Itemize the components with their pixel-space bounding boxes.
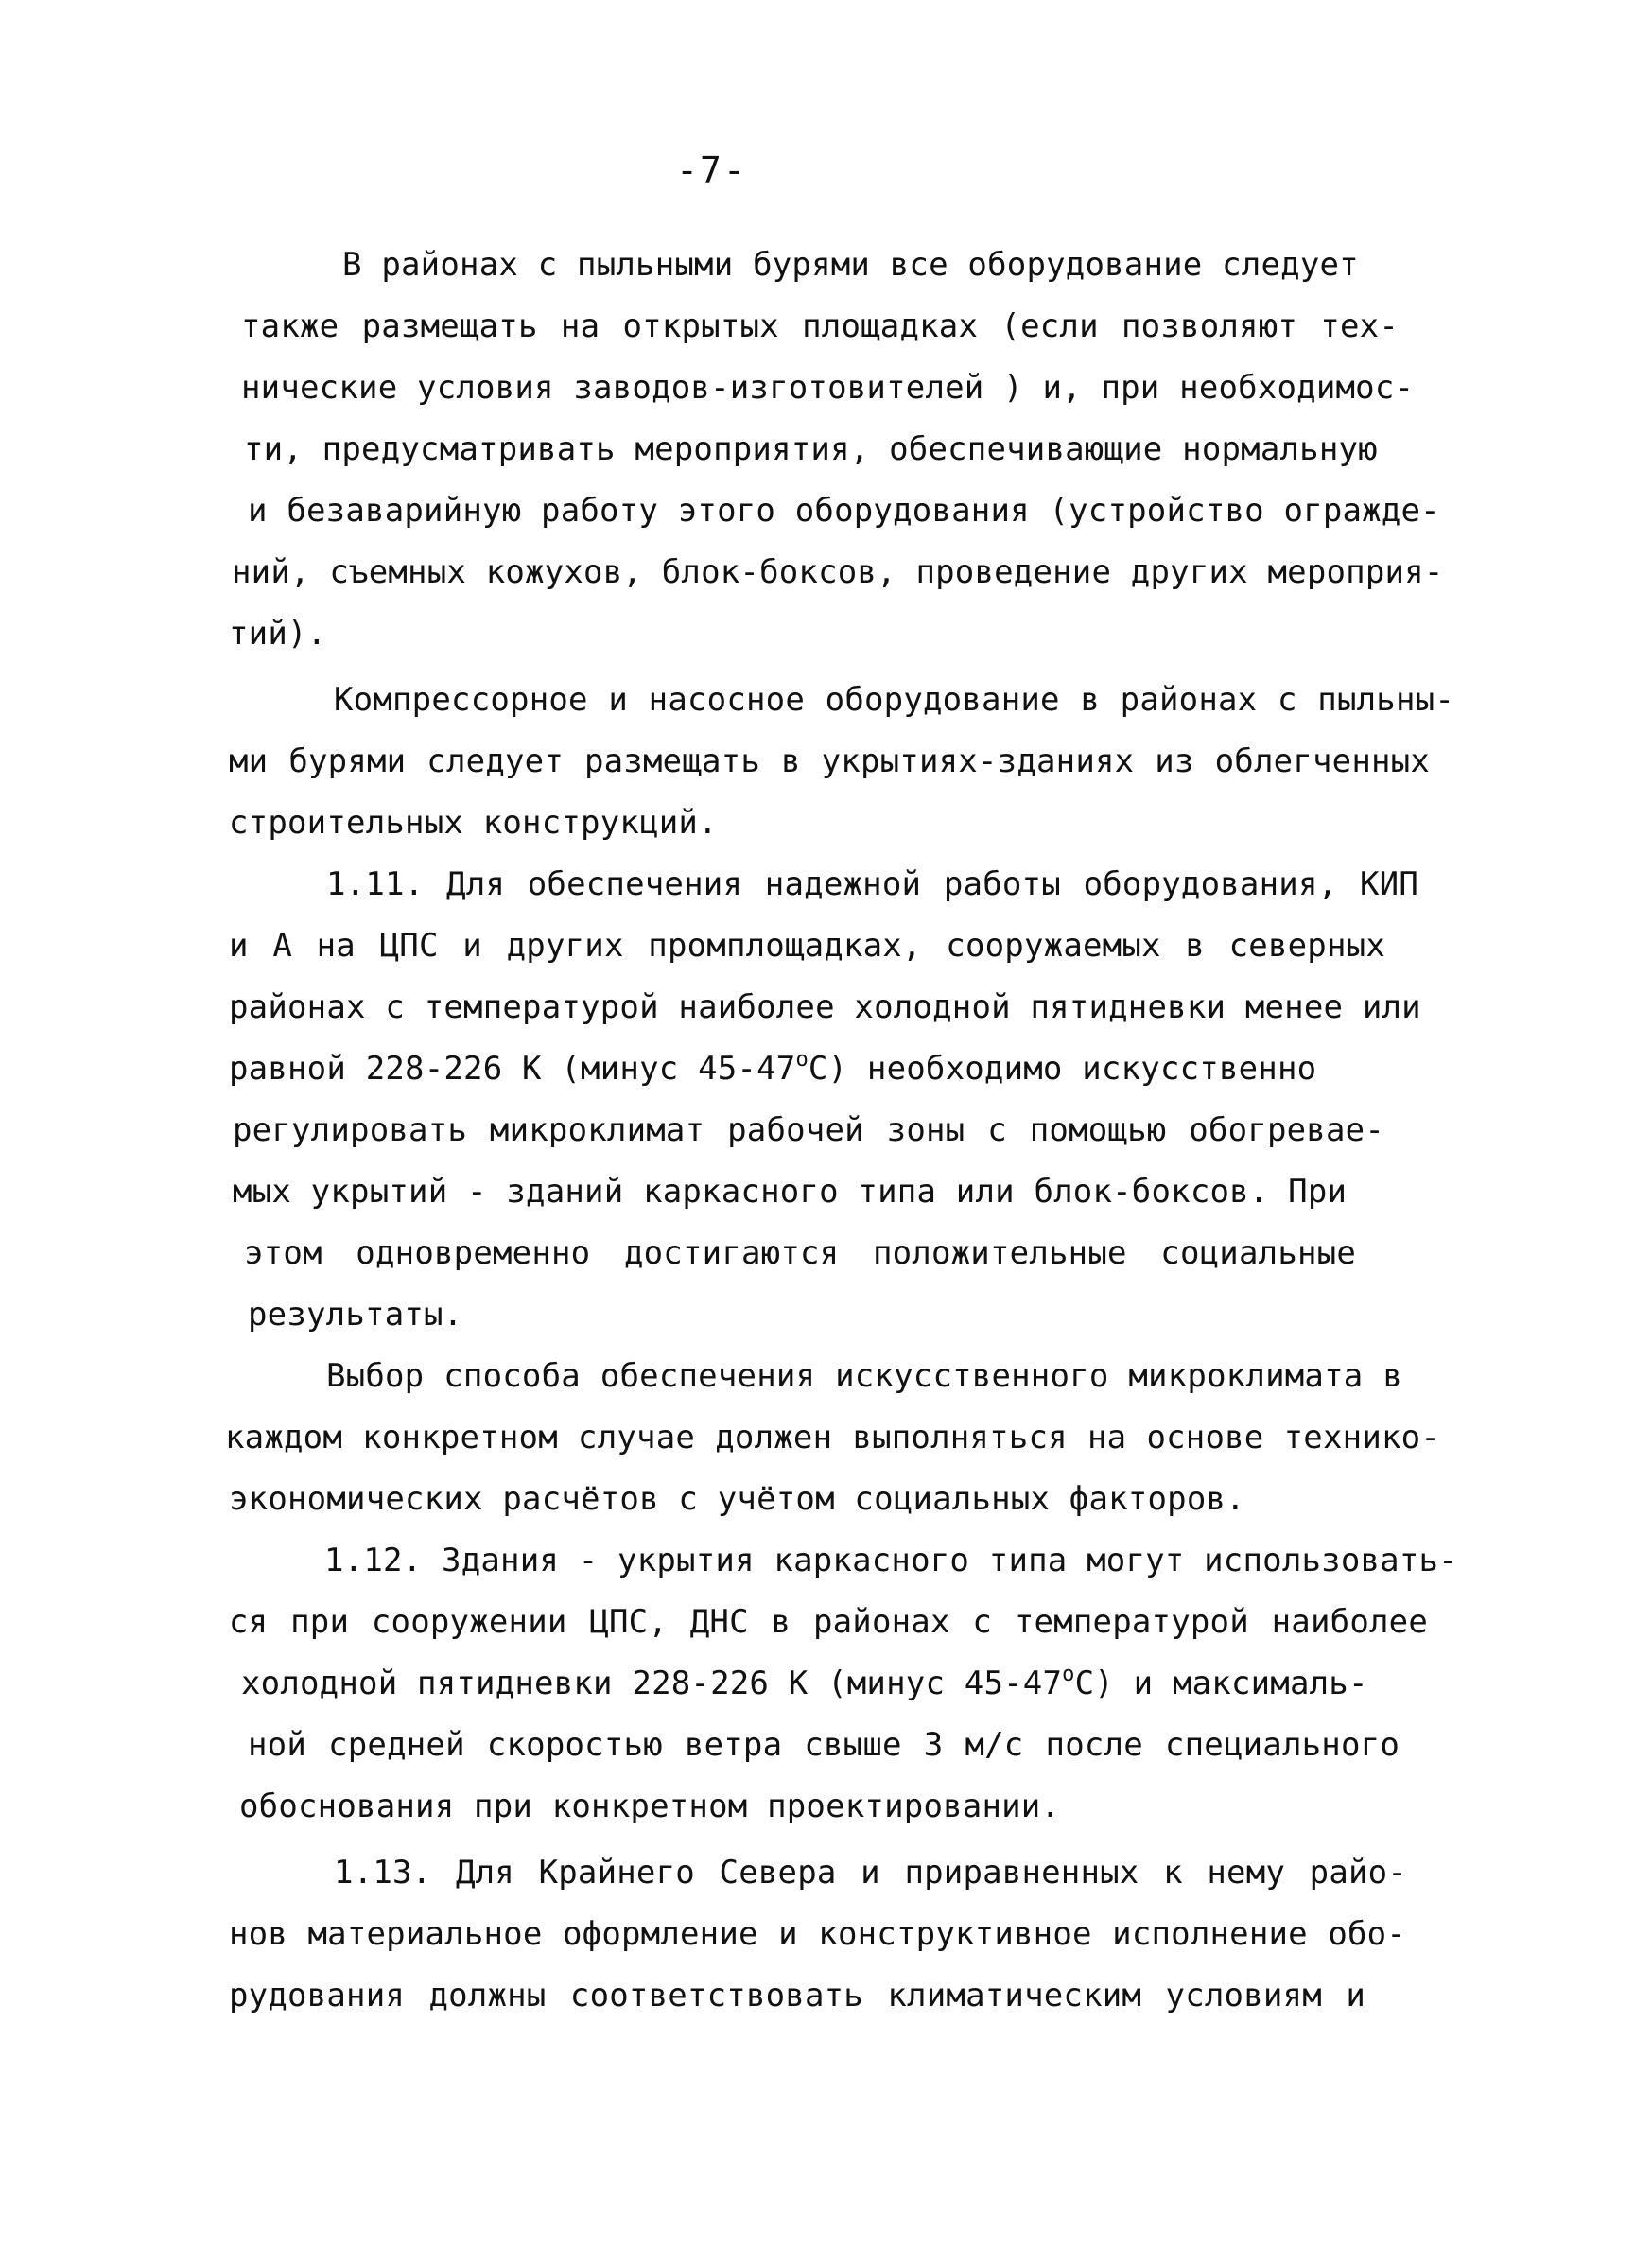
text-fragment: холодной пятидневки 228-226 К (минус 45-47 — [241, 1665, 1063, 1702]
text-line: ний, съемных кожухов, блок-боксов, проведение других мероприя- — [232, 553, 1444, 591]
text-line: рудования должны соответствовать климатическим условиям и — [229, 1977, 1365, 2014]
text-line: каждом конкретном случае должен выполняться на основе технико- — [225, 1419, 1440, 1456]
text-fragment: равной 228-226 К (минус 45-47 — [229, 1050, 796, 1088]
text-line: экономических расчётов с учётом социальных факторов. — [229, 1480, 1245, 1518]
text-line: и А на ЦПС и других промплощадках, сооружаемых в северных — [229, 927, 1385, 965]
text-line: строительных конструкций. — [229, 804, 718, 842]
text-line: регулировать микроклимат рабочей зоны с помощью обогревае- — [233, 1111, 1384, 1149]
text-line: Компрессорное и насосное оборудование в районах с пыльны- — [334, 681, 1454, 719]
text-line: результаты. — [248, 1296, 463, 1334]
text-line: обоснования при конкретном проектировании. — [239, 1787, 1061, 1825]
text-line: ми бурями следует размещать в укрытиях-зданиях из облегченных — [229, 742, 1430, 780]
text-line — [229, 1050, 1316, 1088]
text-line: также размещать на открытых площадках (если позволяют тех- — [241, 307, 1399, 345]
text-line: мых укрытий - зданий каркасного типа или блок-боксов. При — [233, 1173, 1348, 1211]
page-number: -7- — [676, 149, 747, 191]
text-line: нические условия заводов-изготовителей ) и, при необходимос- — [241, 369, 1415, 407]
text-line: и безаварийную работу этого оборудования (устройство огражде- — [248, 492, 1440, 530]
text-line: Выбор способа обеспечения искусственного микроклимата в — [326, 1357, 1402, 1395]
text-line: 1.11. Для обеспечения надежной работы оборудования, КИП — [326, 865, 1418, 903]
text-line: тий). — [229, 615, 327, 653]
text-line: ся при сооружении ЦПС, ДНС в районах с температурой наиболее — [229, 1603, 1428, 1641]
text-line: 1.12. Здания - укрытия каркасного типа могут использовать- — [324, 1542, 1458, 1579]
text-line: ти, предусматривать мероприятия, обеспечивающие нормальную — [244, 430, 1378, 468]
text-fragment: С) и максималь- — [1074, 1665, 1368, 1702]
degree-sign: o — [1062, 1663, 1075, 1686]
text-line: этом одновременно достигаются положительные социальные — [244, 1234, 1356, 1272]
text-line: районах с температурой наиболее холодной пятидневки менее или — [229, 988, 1421, 1026]
text-line: 1.13. Для Крайнего Севера и приравненных к нему райо- — [334, 1854, 1407, 1892]
text-fragment: С) необходимо искусственно — [808, 1050, 1317, 1088]
text-line: нов материальное оформление и конструктивное исполнение обо- — [229, 1915, 1406, 1953]
degree-sign: o — [795, 1048, 809, 1072]
text-line — [241, 1665, 1368, 1702]
text-line: В районах с пыльными бурями все оборудование следует — [342, 246, 1359, 284]
text-line: ной средней скоростью ветра свыше 3 м/с после специального — [248, 1726, 1400, 1764]
